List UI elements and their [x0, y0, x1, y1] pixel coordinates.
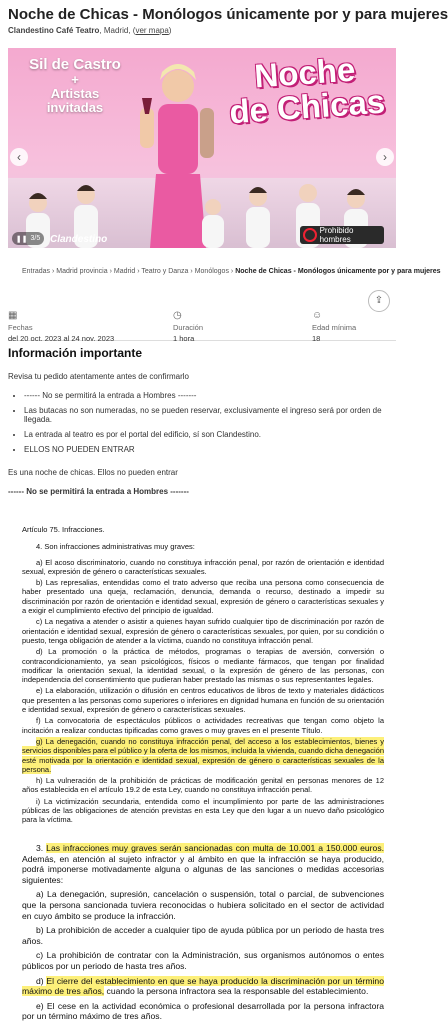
highlighted-text: El cierre del establecimiento en que se haya producido la discriminación por un término máximo de tres años,: [22, 975, 384, 997]
carousel-prev-button[interactable]: [10, 148, 28, 166]
info-note: Es una noche de chicas. Ellos no pueden entrar: [8, 468, 178, 477]
law-item-d: d) La promoción o la práctica de métodos, programas o terapias de aversión, conversión o contracondicionamiento, ya sean psicológicos, físicos o mediante fármacos, que tengan por finalidad modificar la orientación sexual, la identidad sexual, o la expresión de género de las personas, con independencia del consentimiento que pudieran haber prestado las mismas o sus representantes legales.: [22, 647, 384, 685]
age-value: 18: [312, 334, 321, 343]
pause-icon[interactable]: ❚❚: [15, 235, 28, 243]
sanction-e: e) El cese en la actividad económica o profesional desarrollada por la persona infractora por un término máximo de tres años.: [22, 1000, 384, 1022]
fact-min-age: [312, 310, 356, 343]
breadcrumb-sep: ›: [228, 268, 236, 275]
breadcrumb-entradas[interactable]: Entradas: [22, 268, 51, 275]
breadcrumb-madrid-provincia[interactable]: Madrid provincia: [56, 268, 108, 275]
banner-headline: [20, 56, 130, 115]
law-item-e: e) La elaboración, utilización o difusión en centros educativos de libros de texto y materiales didácticos que presenten a las personas como superiores o inferiores en dignidad humana en función de su orientación e identidad sexual, expresión de género o características sexuales.: [22, 686, 384, 715]
info-heading: Información importante: [8, 346, 143, 360]
info-intro: Revisa tu pedido atentamente antes de confirmarlo: [8, 372, 189, 381]
banner-artists: Artistas: [50, 86, 100, 101]
breadcrumb-sep: ›: [50, 268, 57, 275]
duration-label: Duración: [173, 323, 204, 332]
no-men-icon: [303, 228, 317, 242]
fact-dates: [8, 310, 114, 343]
list-item: • ------ No se permitirá la entrada a Hombres -------: [24, 391, 396, 400]
logo-line2: de Chicas: [228, 82, 387, 131]
law-item-b: b) Las represalias, entendidas como el trato adverso que reciba una persona como consecuencia de haber presentado una queja, reclamación, denuncia, demanda o recurso, destinado a impedir su discriminación por razón de orientación e identidad sexual, expresión de género o características sexuales y a exigir el cumplimiento efectivo del principio de igualdad.: [22, 578, 384, 616]
dates-value: del 20 oct. 2023 al 24 nov. 2023: [8, 334, 115, 343]
venue-line: [8, 26, 392, 35]
chevron-right-icon: ›: [383, 150, 387, 164]
important-info-section: [8, 346, 396, 506]
list-item: • ELLOS NO PUEDEN ENTRAR: [24, 445, 396, 454]
law-excerpt-sanctions: [22, 843, 384, 1026]
prohibited-men-sign: [300, 226, 384, 244]
noche-de-chicas-logo: [224, 51, 388, 130]
info-bullets: [8, 391, 396, 454]
list-item: • La entrada al teatro es por el portal del edificio, sí son Clandestino.: [24, 430, 396, 439]
breadcrumb-teatro-danza[interactable]: Teatro y Danza: [141, 268, 189, 275]
sanction-d: [22, 976, 384, 997]
law-item-a: a) El acoso discriminatorio, cuando no constituya infracción penal, por razón de orientación e identidad sexual, expresión de género o características sexuales.: [22, 557, 384, 576]
breadcrumb-madrid[interactable]: Madrid: [113, 268, 136, 275]
law-item-f: f) La convocatoria de espectáculos públicos o actividades recreativas que tengan como objeto la incitación a realizar conductas tipificadas como graves o muy graves en el presente Título.: [22, 716, 384, 735]
banner-invited: invitadas: [46, 100, 104, 115]
calendar-icon: ▦: [8, 310, 18, 321]
highlighted-text: Las infracciones muy graves serán sancionadas con multa de 10.001 a 150.000 euros.: [46, 843, 384, 853]
breadcrumb-current: Noche de Chicas - Monólogos únicamente por y para mujeres: [235, 268, 441, 275]
carousel-next-button[interactable]: [376, 148, 394, 166]
breadcrumb-monologos[interactable]: Monólogos: [194, 268, 229, 275]
duration-value: 1 hora: [173, 334, 195, 343]
info-warning: ------ No se permitirá la entrada a Hombres -------: [8, 487, 189, 496]
law-paragraph-3: [22, 843, 384, 885]
carousel-pager[interactable]: [12, 232, 44, 245]
slide-counter: 3/5: [30, 235, 41, 242]
logo-line1: Noche: [253, 50, 357, 95]
law-item-g: [22, 737, 384, 774]
venue-city: , Madrid, (: [99, 26, 136, 35]
law-item-i: i) La victimización secundaria, entendida como el incumplimiento por parte de las administraciones públicas de las obligaciones de atención previstas en esta Ley que den lugar a un nuevo daño psicológico para la víctima.: [22, 796, 384, 825]
clandestino-watermark: Clandestino: [50, 234, 108, 245]
map-link[interactable]: ver mapa: [135, 26, 169, 35]
sanction-b: b) La prohibición de acceder a cualquier tipo de ayuda pública por un periodo de hasta tres años.: [22, 925, 384, 946]
share-button[interactable]: [368, 290, 390, 312]
clock-icon: ◷: [173, 310, 182, 321]
breadcrumb-sep: ›: [135, 268, 142, 275]
sanction-a: a) La denegación, supresión, cancelación o suspensión, total o parcial, de subvenciones que la persona sancionada tuviera reconocidas o hubiera solicitado en el sector de actividad en cuyo ámbito se produce la infracción.: [22, 889, 384, 921]
event-facts-card: [8, 278, 396, 341]
item-prefix: d): [36, 975, 47, 986]
highlighted-text: g) La denegación, cuando no constituya infracción penal, del acceso a los establecimientos, bienes y servicios disponibles para el público y la oferta de los mismos, incluida la vivienda, cuando dicha denegación esté motivada por la orientación e identidad sexual, expresión de género o características sexuales de la persona.: [22, 736, 384, 774]
list-item: • Las butacas no son numeradas, no se pueden reservar, exclusivamente el ingreso será por orden de llegada.: [24, 406, 396, 424]
item-rest: cuando la persona infractora sea la responsable del establecimiento.: [104, 986, 369, 997]
banner-artist: Sil de Castro: [29, 56, 121, 73]
age-label: Edad mínima: [312, 323, 357, 332]
dates-label: Fechas: [8, 323, 33, 332]
law-excerpt-article-75: [22, 525, 384, 827]
breadcrumb: [22, 268, 441, 275]
paragraph-number: 3.: [36, 843, 47, 853]
breadcrumb-sep: ›: [188, 268, 195, 275]
law-item-c: c) La negativa a atender o asistir a quienes hayan sufrido cualquier tipo de discriminación por razón de orientación e identidad sexual, expresión de género o características sexuales, por quien, por su condición o puesto, tenga obligación de atender a la víctima, cuando no constituya infracción penal.: [22, 617, 384, 645]
share-icon: ⇪: [374, 295, 384, 306]
page-title: Noche de Chicas - Monólogos únicamente por y para mujeres: [8, 6, 448, 23]
paragraph-rest: Además, en atención al sujeto infractor y al ámbito en que la infracción se haya producido, podrá imponerse motivadamente alguna o algunas de las sanciones o medidas accesorias siguientes:: [22, 853, 384, 885]
venue-close: ): [168, 26, 172, 35]
fact-duration: [173, 310, 203, 343]
breadcrumb-sep: ›: [107, 268, 114, 275]
banner-plus: +: [71, 72, 79, 87]
venue-name[interactable]: Clandestino Café Teatro: [8, 26, 100, 35]
law-item-h: h) La vulneración de la prohibición de prácticas de modificación genital en personas menores de 12 años establecida en el artículo 19.2 de esta Ley, cuando no constituya infracción penal.: [22, 776, 384, 795]
sanction-c: c) La prohibición de contratar con la Administración, sus organismos autónomos o entes públicos por un periodo de hasta tres años.: [22, 950, 384, 971]
chevron-left-icon: ‹: [17, 150, 21, 164]
age-icon: ☺: [312, 310, 323, 321]
event-image-carousel[interactable]: [8, 48, 396, 248]
event-header: [0, 0, 448, 35]
law-paragraph-4: 4. Son infracciones administrativas muy graves:: [36, 542, 195, 552]
article-title: Artículo 75. Infracciones.: [22, 525, 105, 534]
prohibited-label: Prohibido hombres: [319, 226, 354, 244]
